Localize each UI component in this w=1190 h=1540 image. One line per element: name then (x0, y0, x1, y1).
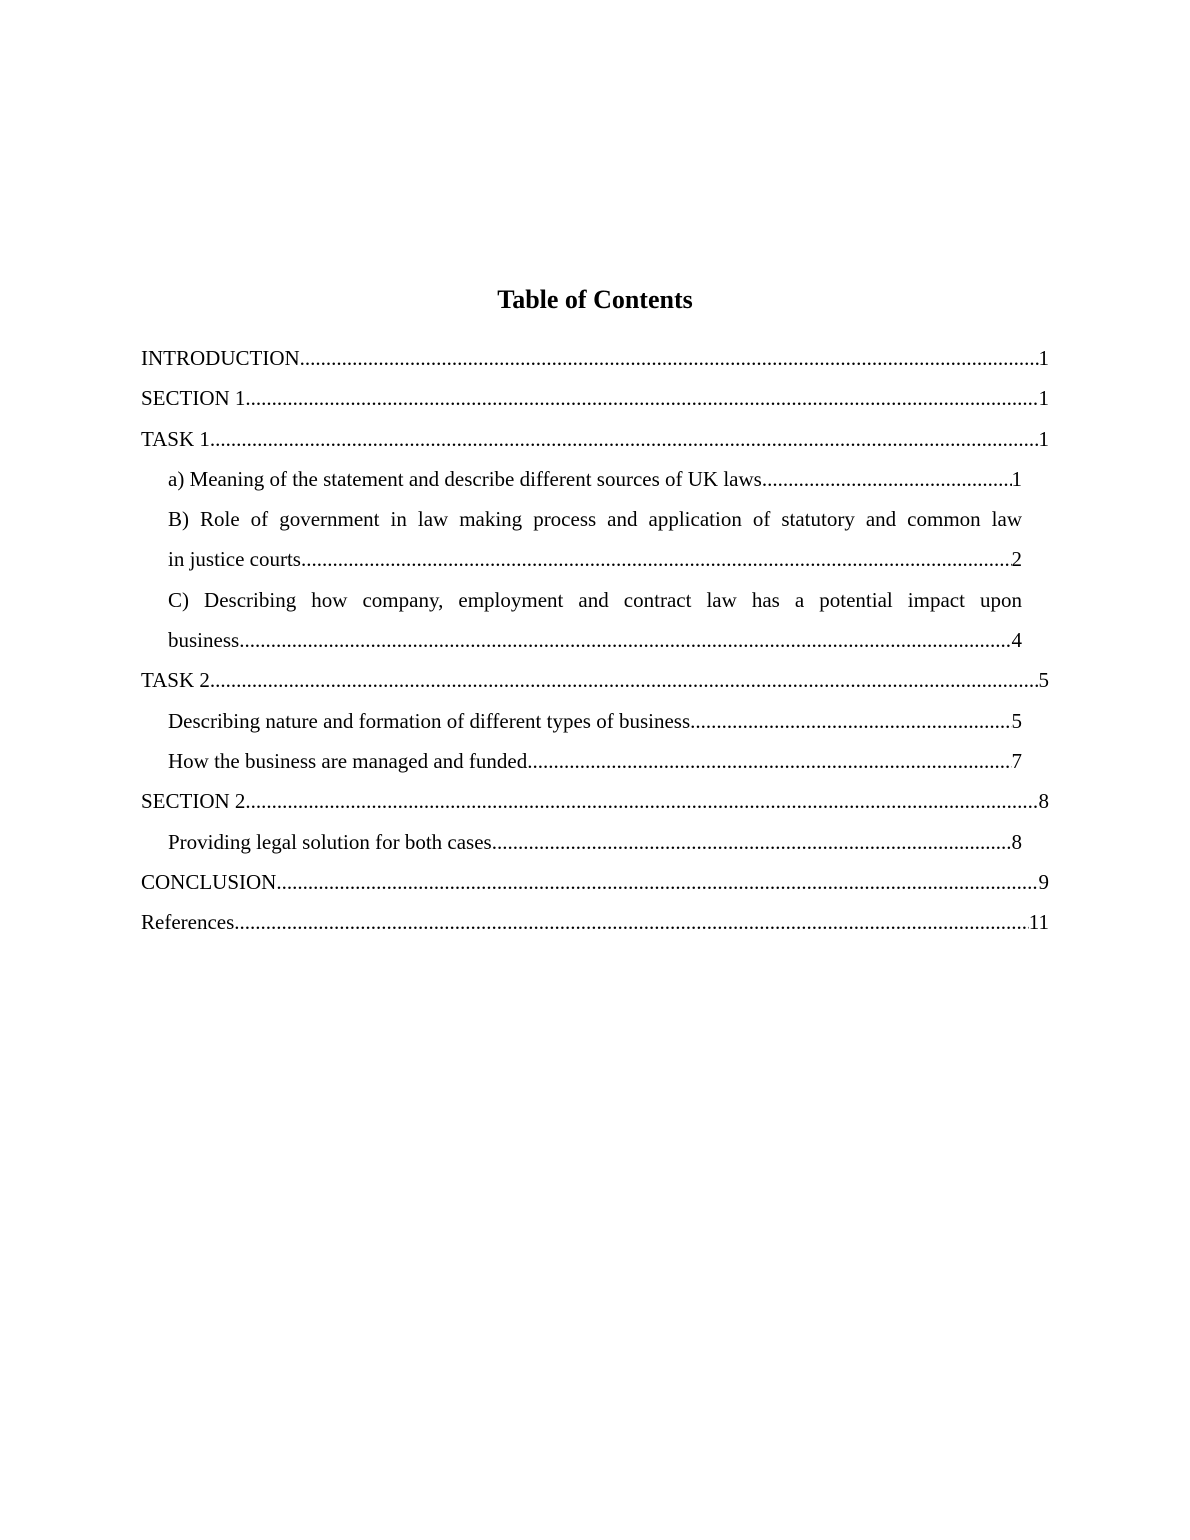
toc-entry-text: CONCLUSION (141, 869, 277, 894)
toc-page-number: 5 (1038, 668, 1049, 693)
dot-leader (301, 539, 1012, 579)
toc-page-number: 7 (1011, 748, 1022, 773)
toc-entry-text: References (141, 910, 235, 935)
toc-title: Table of Contents (497, 285, 693, 314)
toc-entry-legal-solution[interactable] (168, 822, 1022, 862)
toc-entry-text: SECTION 2 (141, 789, 246, 814)
toc-entry-task-1-a[interactable] (168, 459, 1022, 499)
dot-leader (762, 459, 1012, 499)
toc-page-number: 1 (1038, 386, 1049, 411)
toc-page-number: 11 (1028, 910, 1049, 935)
dot-leader (234, 902, 1028, 942)
toc-entry-references[interactable] (141, 902, 1049, 942)
toc-entry-text: Describing nature and formation of different types of business (168, 708, 691, 733)
toc-page-number: 5 (1011, 708, 1022, 733)
toc-entry-business-types[interactable] (168, 701, 1022, 741)
toc-entry-text: Providing legal solution for both cases (168, 829, 492, 854)
toc-entry-text: How the business are managed and funded (168, 748, 528, 773)
dot-leader (210, 419, 1039, 459)
toc-entry-section-2[interactable] (141, 781, 1049, 821)
toc-entry-text: a) Meaning of the statement and describe different sources of UK laws (168, 466, 762, 491)
toc-entry-text-line1: B) Role of government in law making process and application of statutory and common law (168, 507, 1022, 532)
toc-page-number: 1 (1038, 346, 1049, 370)
toc-entry-task-1-b[interactable] (168, 499, 1022, 580)
dot-leader (300, 338, 1039, 378)
toc-page-number: 2 (1011, 547, 1022, 572)
toc-entry-introduction[interactable] (141, 338, 1049, 378)
dot-leader (276, 862, 1038, 902)
toc-entry-text: business (168, 628, 240, 653)
toc-page-number: 1 (1011, 466, 1022, 491)
dot-leader (245, 378, 1038, 418)
toc-entry-section-1[interactable] (141, 378, 1049, 418)
toc-entry-text: TASK 2 (141, 668, 210, 693)
toc-entry-conclusion[interactable] (141, 862, 1049, 902)
dot-leader (210, 660, 1039, 700)
dot-leader (690, 701, 1011, 741)
toc-entry-text-line1: C) Describing how company, employment and contract law has a potential impact upon (168, 587, 1022, 612)
toc-list (141, 338, 1049, 942)
toc-page-number: 8 (1011, 829, 1022, 854)
dot-leader (245, 781, 1038, 821)
dot-leader (239, 620, 1011, 660)
dot-leader (492, 822, 1012, 862)
toc-page-number: 9 (1038, 869, 1049, 894)
toc-page-number: 8 (1038, 789, 1049, 814)
toc-entry-business-managed-funded[interactable] (168, 741, 1022, 781)
toc-page-number: 1 (1038, 426, 1049, 451)
table-of-contents (141, 280, 1049, 942)
toc-entry-task-2[interactable] (141, 660, 1049, 700)
dot-leader (527, 741, 1011, 781)
toc-entry-text: SECTION 1 (141, 386, 246, 411)
toc-entry-task-1[interactable] (141, 419, 1049, 459)
toc-page-number: 4 (1011, 628, 1022, 653)
toc-entry-text: in justice courts (168, 547, 301, 572)
toc-entry-text: INTRODUCTION (141, 346, 300, 370)
toc-entry-task-1-c[interactable] (168, 580, 1022, 661)
toc-entry-text: TASK 1 (141, 426, 210, 451)
